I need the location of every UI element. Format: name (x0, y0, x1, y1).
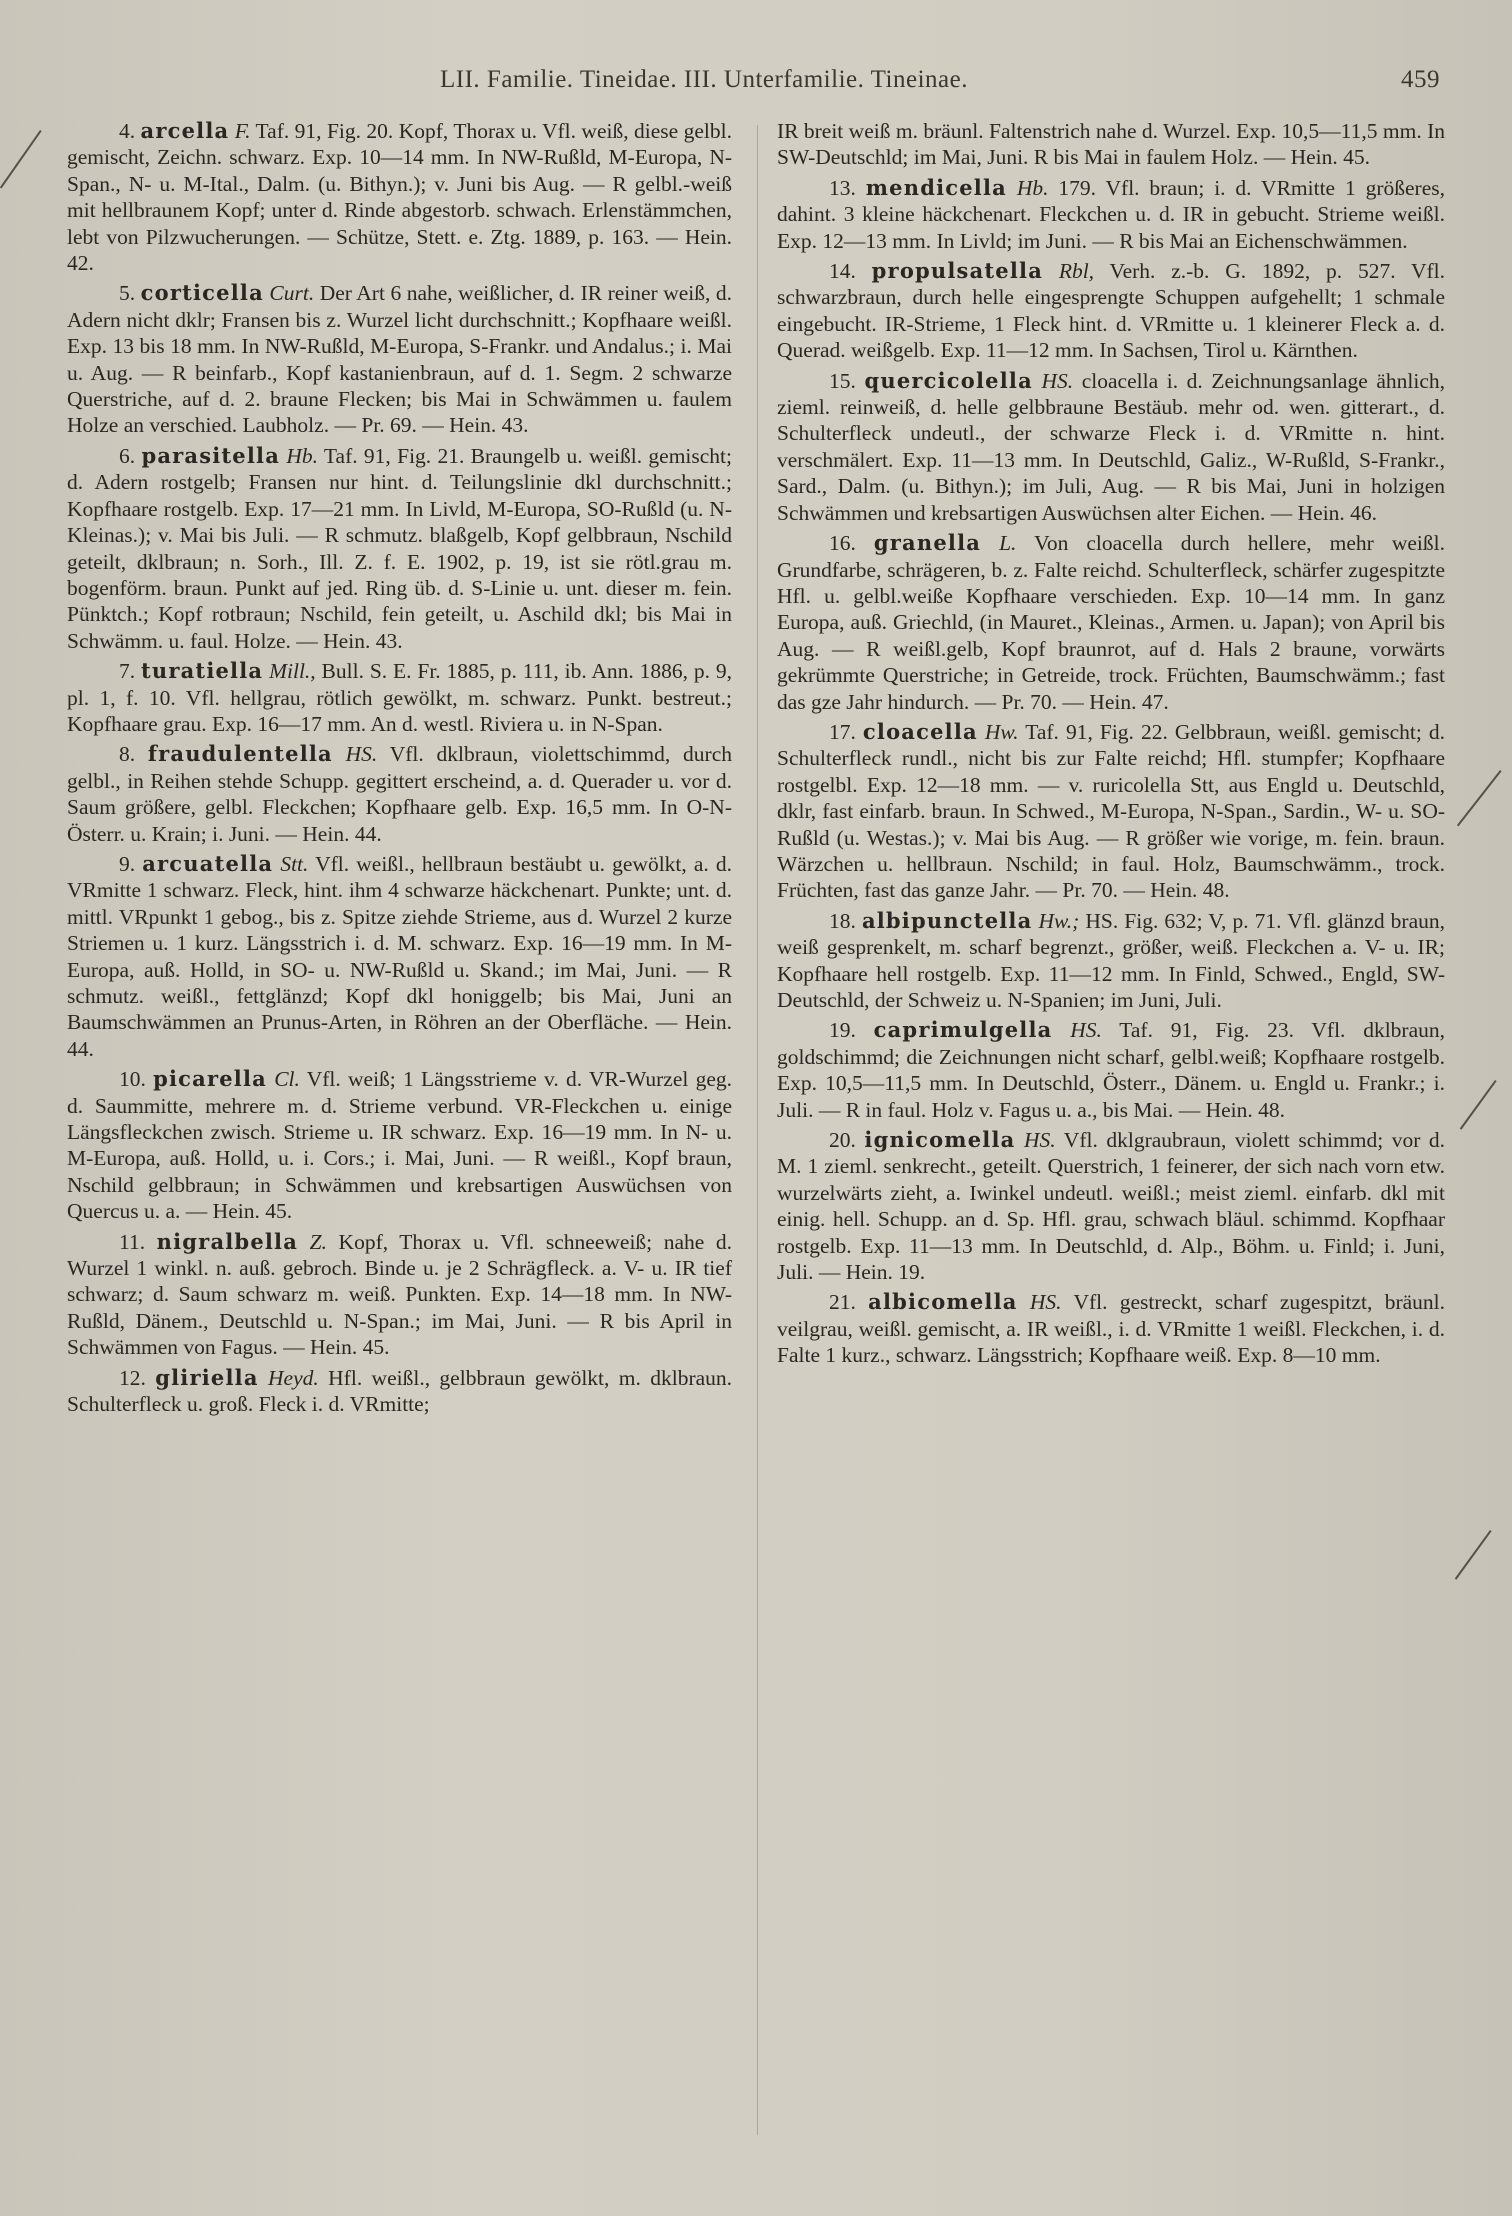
species-author: Curt. (269, 281, 315, 306)
species-entry (777, 719, 1445, 904)
entry-number: 5. (119, 281, 136, 306)
pencil-mark (1457, 770, 1502, 826)
entry-text: Vfl. dklbraun, violettschimmd, durch gelbl., in Reihen stehde Schupp. gegittert erscheind, a. d. Querader u. vor d. Saum größere, gelbl. Fleckchen; Kopfhaare gelb. Exp. 16,5 mm. In O-N-Österr. u. Krain; i. Juni. — Hein. 44. (67, 742, 732, 846)
entry-text: Taf. 91, Fig. 23. Vfl. dklbraun, goldschimmd; die Zeichnungen nicht scharf, gelbl.weiß; Kopfhaare rostgelb. Exp. 10,5—11,5 mm. In Deutschld, Österr., Dänem. u. Engld u. Frankr.; i. Juli. — R in faul. Holz v. Fagus u. a., bis Mai. — Hein. 48. (777, 1018, 1445, 1122)
pencil-mark (1455, 1530, 1492, 1580)
right-column (777, 118, 1445, 1373)
species-entry (67, 851, 732, 1062)
entry-number: 20. (829, 1128, 856, 1153)
species-name: corticella (140, 280, 264, 306)
species-name: ignicomella (864, 1127, 1016, 1153)
species-entry (67, 658, 732, 737)
species-entry (777, 1289, 1445, 1368)
entry-text: Vfl. dklgraubraun, violett schimmd; vor d. M. 1 zieml. senkrecht., geteilt. Querstrich, 1 feinerer, der sich nach vorn etw. wurzelwärts zieht, a. Iwinkel undeutl. weißl.; meist zieml. einfarb. dkl mit einig. hell. Schupp. an d. Sp. Hfl. grau, schwach bläul. schimmd. Kopfhaar rostgelb. Exp. 11—13 mm. In Deutschld, d. Alp., Böhm. u. Finld; i. Juni, Juli. — Hein. 19. (777, 1128, 1446, 1285)
species-author: Hb. (1016, 175, 1049, 200)
entry-number: 17. (829, 719, 856, 744)
species-author: Stt. (280, 851, 309, 876)
species-entry (67, 1229, 732, 1361)
species-name: fraudulentella (147, 741, 333, 767)
entry-number: 8. (119, 742, 136, 767)
entry-number: 9. (119, 851, 136, 876)
species-name: albipunctella (861, 907, 1033, 933)
entry-number: 11. (119, 1229, 146, 1254)
species-name: turatiella (140, 658, 264, 684)
species-author: L. (999, 531, 1017, 556)
species-name: albicomella (868, 1289, 1018, 1315)
species-entry (777, 1127, 1445, 1285)
entry-number: 4. (119, 119, 136, 143)
species-entry (777, 368, 1445, 526)
pencil-mark (0, 130, 42, 188)
entry-number: 15. (829, 368, 856, 393)
species-author: Hw.; (1038, 908, 1080, 933)
entry-number: 6. (119, 443, 136, 468)
entry-text: IR breit weiß m. bräunl. Faltenstrich nahe d. Wurzel. Exp. 10,5—11,5 mm. In SW-Deutschld; im Mai, Juni. R bis Mai in faulem Holz. — Hein. 45. (777, 119, 1445, 170)
column-divider (757, 125, 758, 2135)
pencil-mark (1460, 1080, 1497, 1130)
species-name: picarella (153, 1066, 267, 1092)
entry-text: Taf. 91, Fig. 22. Gelbbraun, weißl. gemischt; d. Schulterfleck rundl., nicht bis zur Falte reichd; Hfl. stumpfer; Kopfhaare rostgelbl. Exp. 12—18 mm. — v. ruricolella Stt, aus Engld u. Deutschld, dklr, fast einfarb. braun. In Schwed., M-Europa, N-Span., Sardin., W- u. SO-Rußld (u. Westas.); v. Mai bis Aug. — R größer wie vorige, m. fein. braun. Wärzchen u. hellbraun. Nschild; in faul. Holz, Baumschwämm., trock. Früchten, fast das ganze Jahr. — Pr. 70. — Hein. 48. (777, 719, 1446, 903)
species-name: granella (873, 530, 982, 556)
entry-text: Taf. 91, Fig. 21. Braungelb u. weißl. gemischt; d. Adern rostgelb; Fransen nur hint. d. Teilungslinie dkl durchschnitt.; Kopfhaare rostgelb. Exp. 17—21 mm. In Livld, M-Europa, SO-Rußld (u. N-Kleinas.); v. Mai bis Juli. — R schmutz. blaßgelb, Kopf gelbbraun, Nschild geteilt, dklbraun; n. Sorh., Ill. Z. f. E. 1902, p. 19, ist sie rötl.grau m. bogenförm. braun. Punkt auf jed. Ring üb. d. S-Linie u. unt. dieser m. fein. Pünktch.; Kopf rotbraun; Nschild, fein geteilt, u. Aschild dkl; bis Mai in Schwämm. u. faul. Holze. — Hein. 43. (67, 443, 733, 653)
running-header (440, 66, 1440, 102)
species-author: F. (234, 119, 251, 143)
species-author: Hw. (984, 719, 1019, 744)
species-name: quercicolella (864, 367, 1033, 393)
entry-number: 16. (829, 531, 856, 556)
species-entry (777, 1017, 1445, 1123)
entry-text: Vfl. gestreckt, scharf zugespitzt, bräunl. veilgrau, weißl. gemischt, a. IR weißl., i. d. VRmitte 1 weißl. Fleckchen, i. d. Falte 1 kurz., schwarz. Längsstrich; Kopfhaare weiß. Exp. 8—10 mm. (777, 1290, 1445, 1368)
entry-number: 19. (829, 1018, 856, 1043)
entry-number: 7. (119, 659, 136, 684)
species-name: propulsatella (871, 258, 1044, 284)
species-entry (67, 118, 732, 276)
species-entry (777, 258, 1445, 364)
species-entry (67, 1365, 732, 1418)
species-name: mendicella (865, 174, 1007, 200)
species-entry-continued (777, 118, 1445, 171)
species-entry (777, 530, 1445, 715)
species-entry (67, 1066, 732, 1224)
species-author: HS. (1029, 1290, 1062, 1315)
species-author: HS. (1023, 1128, 1056, 1153)
entry-text: HS. Fig. 632; V, p. 71. Vfl. glänzd braun, weiß gesprenkelt, m. scharf begrenzt., größer, weiß. Fleckchen a. V- u. IR; Kopfhaare hell rostgelb. Exp. 11—12 mm. In Finld, Schwed., Engld, SW-Deutschld, der Schweiz u. N-Spanien; im Juni, Juli. (777, 908, 1445, 1012)
species-name: cloacella (862, 718, 978, 744)
species-author: HS. (1070, 1018, 1102, 1043)
entry-text: Vfl. weiß; 1 Längsstrieme v. d. VR-Wurzel geg. d. Saummitte, mehrere m. d. Strieme verbund. VR-Fleckchen u. einige Längsfleckchen zwisch. Strieme u. IR schwarz. Exp. 16—19 mm. In N- u. M-Europa, auß. Holld, u. i. Cors.; i. Mai, Juni. — R weißl., Kopf braun, Nschild gelbbraun; in Schwämmen und krebsartigen Auswüchsen von Quercus u. a. — Hein. 45. (67, 1067, 733, 1224)
entry-text: Vfl. weißl., hellbraun bestäubt u. gewölkt, a. d. VRmitte 1 schwarz. Fleck, hint. ihm 4 schwarze häckchenart. Punkte; unt. d. mittl. VRpunkt 1 gebog., bis z. Spitze ziehde Strieme, aus d. Wurzel 2 kurze Striemen u. 1 kurz. Längsstrich i. d. M. schwarz. Exp. 16—19 mm. In M-Europa, auß. Holld, in SO- u. NW-Rußld u. Skand.; im Mai, Juni. — R schmutz. weißl., fettglänzd; Kopf dkl honiggelb; bis Mai, Juni an Baumschwämmen an Prunus-Arten, in Röhren an der Oberfläche. — Hein. 44. (67, 851, 733, 1061)
entry-number: 12. (119, 1365, 146, 1390)
species-name: gliriella (155, 1364, 259, 1390)
species-author: Z. (309, 1229, 327, 1254)
entry-text: cloacella i. d. Zeichnungsanlage ähnlich, zieml. reinweiß, d. helle gelbbraune Bestäub. mehr od. wen. gitterart., d. Schulterfleck undeutl., der schwarze Fleck i. d. VRmitte n. hint. verschmälert. Exp. 11—13 mm. In Deutschld, Galiz., W-Rußld, S-Frankr., Sard., Dalm. (u. Bithyn.); im Juli, Aug. — R bis Mai, Juni in holzigen Schwämmen und krebsartigen Auswüchsen alter Eichen. — Hein. 46. (777, 368, 1446, 525)
species-name: caprimulgella (873, 1017, 1053, 1043)
species-name: arcella (140, 118, 230, 143)
page-number: 459 (1401, 66, 1440, 93)
entry-text: Kopf, Thorax u. Vfl. schneeweiß; nahe d. Wurzel 1 winkl. n. auß. gebroch. Binde u. je 2 Schrägfleck. a. V- u. IR tief schwarz; d. Saum schwarz m. weiß. Punkten. Exp. 14—18 mm. In NW-Rußld, Dänem., Deutschld u. N-Span.; im Mai, Juni. — R bis April in Schwämmen von Fagus. — Hein. 45. (67, 1229, 732, 1360)
entry-text: Taf. 91, Fig. 20. Kopf, Thorax u. Vfl. weiß, diese gelbl. gemischt, Zeichn. schwarz. Exp. 10—14 mm. In NW-Rußld, M-Europa, N-Span., N- u. M-Ital., Dalm. (u. Bithyn.); v. Juni bis Aug. — R gelbl.-weiß mit hellbraunem Kopf; unter d. Rinde abgestorb. schwach. Erlenstämmchen, lebt von Pilzwucherungen. — Schütze, Stett. e. Ztg. 1889, p. 163. — Hein. 42. (67, 119, 732, 276)
species-entry (67, 443, 732, 654)
entry-text: Bull. S. E. Fr. 1885, p. 111, ib. Ann. 1886, p. 9, pl. 1, f. 10. Vfl. hellgrau, rötlich gewölkt, m. schwarz. Punkt. bestreut.; Kopfhaare grau. Exp. 16—17 mm. An d. westl. Riviera u. in N-Span. (67, 659, 733, 736)
entry-text: 179. Vfl. braun; i. d. VRmitte 1 größeres, dahint. 3 kleine häckchenart. Fleckchen u. d. IR in gebucht. Strieme weißl. Exp. 12—13 mm. In Livld; im Juni. — R bis Mai an Eichenschwämmen. (777, 175, 1445, 253)
entry-text: Der Art 6 nahe, weißlicher, d. IR reiner weiß, d. Adern nicht dklr; Fransen bis z. Wurzel licht durchschnitt.; Kopfhaare weißl. Exp. 13 bis 18 mm. In NW-Rußld, M-Europa, S-Frankr. und Andalus.; i. Mai u. Aug. — R beinfarb., Kopf kastanienbraun, auf d. 1. Segm. 2 schwarze Querstriche, auf d. 2. braune Flecken; bis Mai in Schwämmen u. faulem Holze an verschied. Laubholz. — Pr. 69. — Hein. 43. (67, 281, 733, 438)
entry-number: 10. (119, 1067, 146, 1092)
species-author: HS. (345, 742, 378, 767)
species-entry (67, 741, 732, 847)
entry-number: 14. (829, 259, 856, 284)
entry-text: Verh. z.-b. G. 1892, p. 527. Vfl. schwarzbraun, durch helle eingesprengte Schuppen aufgehellt; 1 schmale eingebucht. IR-Strieme, 1 Fleck hint. d. VRmitte u. 1 kleinerer Fleck a. d. Querad. weißgelb. Exp. 11—12 mm. In Sachsen, Tirol u. Kärnthen. (777, 259, 1446, 363)
entry-text: Von cloacella durch hellere, mehr weißl. Grundfarbe, schrägeren, b. z. Falte reichd. Schulterfleck, schärfer zugespitzte Hfl. u. gelbl.weiße Kopfhaare verschieden. Exp. 10—14 mm. In ganz Europa, auß. Griechld, (in Mauret., Kleinas., Armen. u. Japan); von April bis Aug. — R weißl.gelb, Kopf braunrot, auf d. Hals 2 braune, vorwärts gekrümmte Querstriche; in Getreide, trock. Früchten, Baumschwämm.; fast das gze Jahr hindurch. — Pr. 70. — Hein. 47. (777, 531, 1445, 714)
species-author: HS. (1041, 368, 1074, 393)
left-column (67, 118, 732, 1422)
species-author: Mill., (269, 659, 316, 684)
species-author: Rbl, (1058, 259, 1095, 284)
species-author: Cl. (274, 1067, 300, 1092)
species-author: Hb. (286, 443, 318, 468)
species-entry (67, 280, 732, 438)
header-title: LII. Familie. Tineidae. III. Unterfamilie. Tineinae. (440, 66, 968, 93)
entry-number: 18. (829, 908, 856, 933)
species-entry (777, 908, 1445, 1014)
species-name: arcuatella (142, 850, 274, 876)
entry-text: Hfl. weißl., gelbbraun gewölkt, m. dklbraun. Schulterfleck u. groß. Fleck i. d. VRmitte; (67, 1365, 733, 1417)
entry-number: 13. (829, 175, 856, 200)
species-author: Heyd. (268, 1365, 319, 1390)
species-entry (777, 175, 1445, 254)
entry-number: 21. (829, 1290, 856, 1315)
species-name: nigralbella (156, 1228, 299, 1254)
species-name: parasitella (141, 442, 281, 468)
